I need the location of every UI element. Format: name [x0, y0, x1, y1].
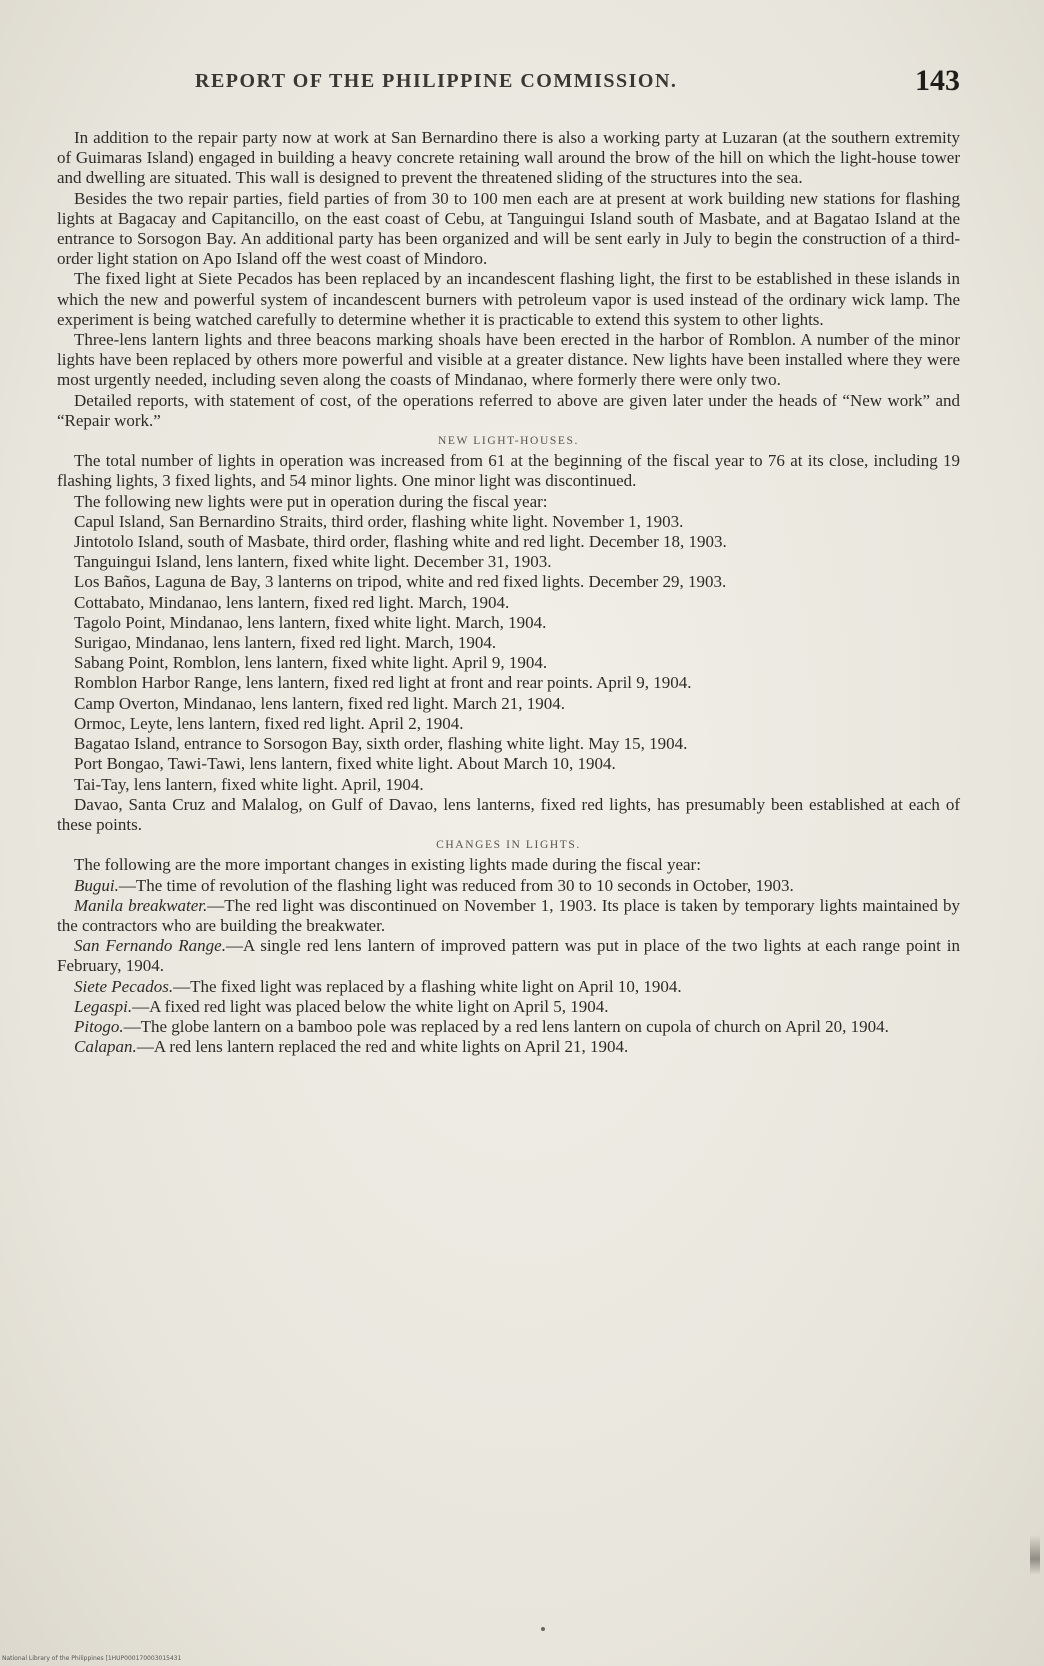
- section-heading-new-lighthouses: NEW LIGHT-HOUSES.: [438, 435, 579, 448]
- change-text: —A single red lens lantern of improved pattern was put in place of the two lights at each range point in February, 1904.: [57, 936, 960, 976]
- ink-dot: [541, 1627, 545, 1631]
- place-name: Pitogo.: [74, 1016, 124, 1036]
- list-item: [57, 896, 960, 936]
- changes-list: [57, 876, 960, 1058]
- intro-paragraph: Besides the two repair parties, field parties of from 30 to 100 men each are at present at work building new stations for flashing lights at Bagacay and Capitancillo, on the east coast of Cebu, at Tanguingui Island south of Masbate, and at Bagatao Island at the entrance to Sorsogon Bay. An additional party has been organized and will be sent early in July to begin the construction of a third-order light station on Apo Island off the west coast of Mindoro.: [57, 188, 960, 269]
- list-item: [57, 1037, 960, 1057]
- list-item: Davao, Santa Cruz and Malalog, on Gulf of Davao, lens lanterns, fixed red lights, has presumably been established at each of these points.: [57, 794, 960, 834]
- new-lighthouses-paragraph: The following new lights were put in operation during the fiscal year:: [74, 491, 548, 511]
- place-name: Legaspi.: [74, 996, 133, 1016]
- intro-paragraph: The fixed light at Siete Pecados has been replaced by an incandescent flashing light, the first to be established in these islands in which the new and powerful system of incandescent burners with petroleum vapor is used instead of the ordinary wick lamp. The experiment is being watched carefully to determine whether it is practicable to extend this system to other lights.: [57, 269, 960, 329]
- changes-intro-paragraph: The following are the more important changes in existing lights made during the fiscal year:: [74, 855, 701, 875]
- change-text: —The time of revolution of the flashing light was reduced from 30 to 10 seconds in October, 1903.: [118, 875, 794, 895]
- list-item: [57, 936, 960, 976]
- list-item: Romblon Harbor Range, lens lantern, fixed red light at front and rear points. April 9, 1904.: [74, 673, 692, 693]
- place-name: San Fernando Range.: [74, 936, 226, 956]
- change-text: —The fixed light was replaced by a flashing white light on April 10, 1904.: [173, 976, 682, 996]
- change-text: —The red light was discontinued on November 1, 1903. Its place is taken by temporary lights maintained by the contractors who are building the breakwater.: [57, 895, 960, 935]
- section-heading-changes-in-lights: CHANGES IN LIGHTS.: [436, 839, 581, 852]
- list-item: Ormoc, Leyte, lens lantern, fixed red light. April 2, 1904.: [74, 713, 464, 733]
- list-item: [57, 1017, 960, 1037]
- list-item: Cottabato, Mindanao, lens lantern, fixed red light. March, 1904.: [74, 592, 510, 612]
- list-item: Los Baños, Laguna de Bay, 3 lanterns on tripod, white and red fixed lights. December 29, 1903.: [74, 572, 727, 592]
- new-lighthouses-paragraph: The total number of lights in operation was increased from 61 at the beginning of the fiscal year to 76 at its close, including 19 flashing lights, 3 fixed lights, and 54 minor lights. One minor light was discontinued.: [57, 451, 960, 491]
- intro-paragraph: Detailed reports, with statement of cost, of the operations referred to above are given later under the heads of “New work” and “Repair work.”: [57, 390, 960, 430]
- list-item: Camp Overton, Mindanao, lens lantern, fixed red light. March 21, 1904.: [74, 693, 565, 713]
- list-item: Tanguingui Island, lens lantern, fixed white light. December 31, 1903.: [74, 552, 552, 572]
- list-item: [57, 977, 960, 997]
- list-item: Tagolo Point, Mindanao, lens lantern, fixed white light. March, 1904.: [74, 612, 547, 632]
- page-body: [57, 128, 960, 1057]
- list-item: Port Bongao, Tawi-Tawi, lens lantern, fixed white light. About March 10, 1904.: [74, 754, 616, 774]
- place-name: Bugui.: [74, 875, 119, 895]
- change-text: —A red lens lantern replaced the red and white lights on April 21, 1904.: [136, 1037, 629, 1057]
- place-name: Calapan.: [74, 1037, 137, 1057]
- list-item: Tai-Tay, lens lantern, fixed white light. April, 1904.: [74, 774, 424, 794]
- list-item: [57, 876, 960, 896]
- scan-credit: National Library of the Philippines [1HUP000170003015431: [2, 1655, 182, 1662]
- change-text: —The globe lantern on a bamboo pole was replaced by a red lens lantern on cupola of church on April 20, 1904.: [123, 1016, 889, 1036]
- running-head: REPORT OF THE PHILIPPINE COMMISSION.: [195, 70, 678, 92]
- list-item: Jintotolo Island, south of Masbate, third order, flashing white and red light. December 18, 1903.: [74, 532, 727, 552]
- list-item: Sabang Point, Romblon, lens lantern, fixed white light. April 9, 1904.: [74, 653, 548, 673]
- page-header: [60, 64, 960, 108]
- place-name: Manila breakwater.: [74, 895, 208, 915]
- intro-paragraph: In addition to the repair party now at work at San Bernardino there is also a working party at Luzaran (at the southern extremity of Guimaras Island) engaged in building a heavy concrete retaining wall around the brow of the hill on which the light-house tower and dwelling are situated. This wall is designed to prevent the threatened sliding of the structures into the sea.: [57, 128, 960, 188]
- list-item: Capul Island, San Bernardino Straits, third order, flashing white light. November 1, 1903.: [74, 511, 684, 531]
- place-name: Siete Pecados.: [74, 976, 174, 996]
- intro-paragraph: Three-lens lantern lights and three beacons marking shoals have been erected in the harbor of Romblon. A number of the minor lights have been replaced by others more powerful and visible at a greater distance. New lights have been installed where they were most urgently needed, including seven along the coasts of Mindanao, where formerly there were only two.: [57, 330, 960, 390]
- page-number: 143: [915, 64, 960, 97]
- page-edge-mark: [1030, 1535, 1040, 1575]
- list-item: Bagatao Island, entrance to Sorsogon Bay, sixth order, flashing white light. May 15, 1904.: [74, 734, 688, 754]
- change-text: —A fixed red light was placed below the white light on April 5, 1904.: [132, 996, 609, 1016]
- new-lights-list: [57, 512, 960, 835]
- list-item: [57, 997, 960, 1017]
- list-item: Surigao, Mindanao, lens lantern, fixed red light. March, 1904.: [74, 633, 497, 653]
